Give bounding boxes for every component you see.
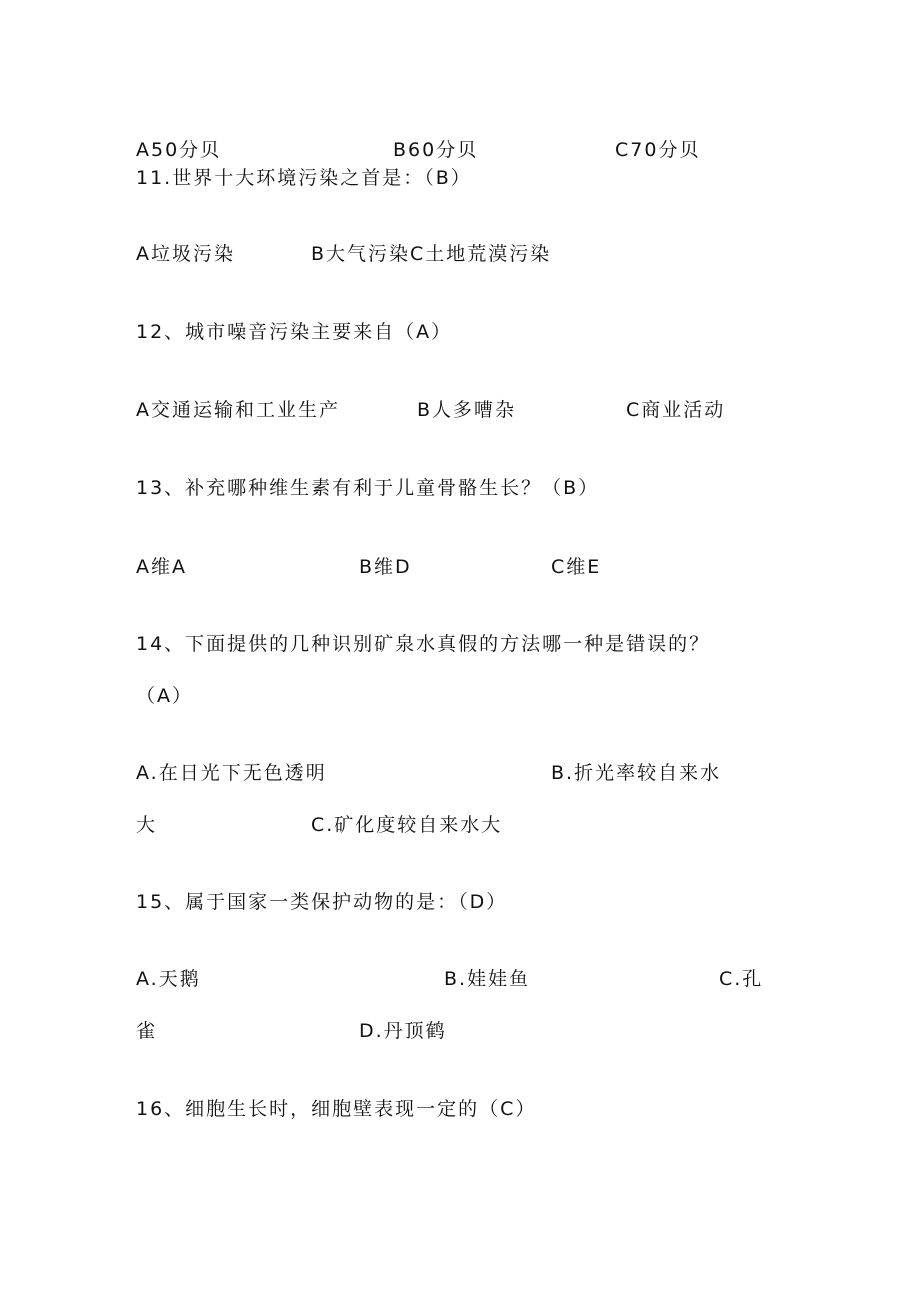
q16-question: 16、细胞生长时，细胞壁表现一定的（C）: [136, 1098, 537, 1120]
q13-option-a: A维A: [136, 556, 187, 578]
q11-option-a: A垃圾污染: [136, 243, 235, 265]
q14-option-a: A.在日光下无色透明: [136, 762, 327, 784]
q10-option-c: C70分贝: [615, 139, 701, 161]
q10-option-b: B60分贝: [393, 139, 479, 161]
q13-question: 13、补充哪种维生素有利于儿童骨骼生长？（B）: [136, 477, 600, 499]
q11-question: 11.世界十大环境污染之首是：（B）: [136, 167, 472, 189]
q15-option-c: C.孔: [719, 968, 764, 990]
q12-option-a: A交通运输和工业生产: [136, 399, 340, 421]
q15-option-c-continued: 雀: [136, 1020, 158, 1042]
q13-option-c: C维E: [551, 556, 602, 578]
q14-question: 14、下面提供的几种识别矿泉水真假的方法哪一种是错误的？: [136, 633, 711, 655]
q14-option-b: B.折光率较自来水: [551, 762, 722, 784]
q12-option-b: B人多嘈杂: [417, 399, 517, 421]
q12-question: 12、城市噪音污染主要来自（A）: [136, 321, 453, 343]
q13-option-b: B维D: [359, 556, 412, 578]
q14-option-b-continued: 大: [136, 814, 158, 836]
q14-answer: （A）: [136, 685, 193, 707]
q10-option-a: A50分贝: [136, 139, 222, 161]
q14-option-c: C.矿化度较自来水大: [311, 814, 503, 836]
q15-option-d: D.丹顶鹤: [359, 1020, 447, 1042]
q12-option-c: C商业活动: [626, 399, 726, 421]
q15-option-b: B.娃娃鱼: [444, 968, 531, 990]
q11-option-bc: B大气污染C土地荒漠污染: [311, 243, 552, 265]
q15-option-a: A.天鹅: [136, 968, 201, 990]
q15-question: 15、属于国家一类保护动物的是：（D）: [136, 891, 508, 913]
